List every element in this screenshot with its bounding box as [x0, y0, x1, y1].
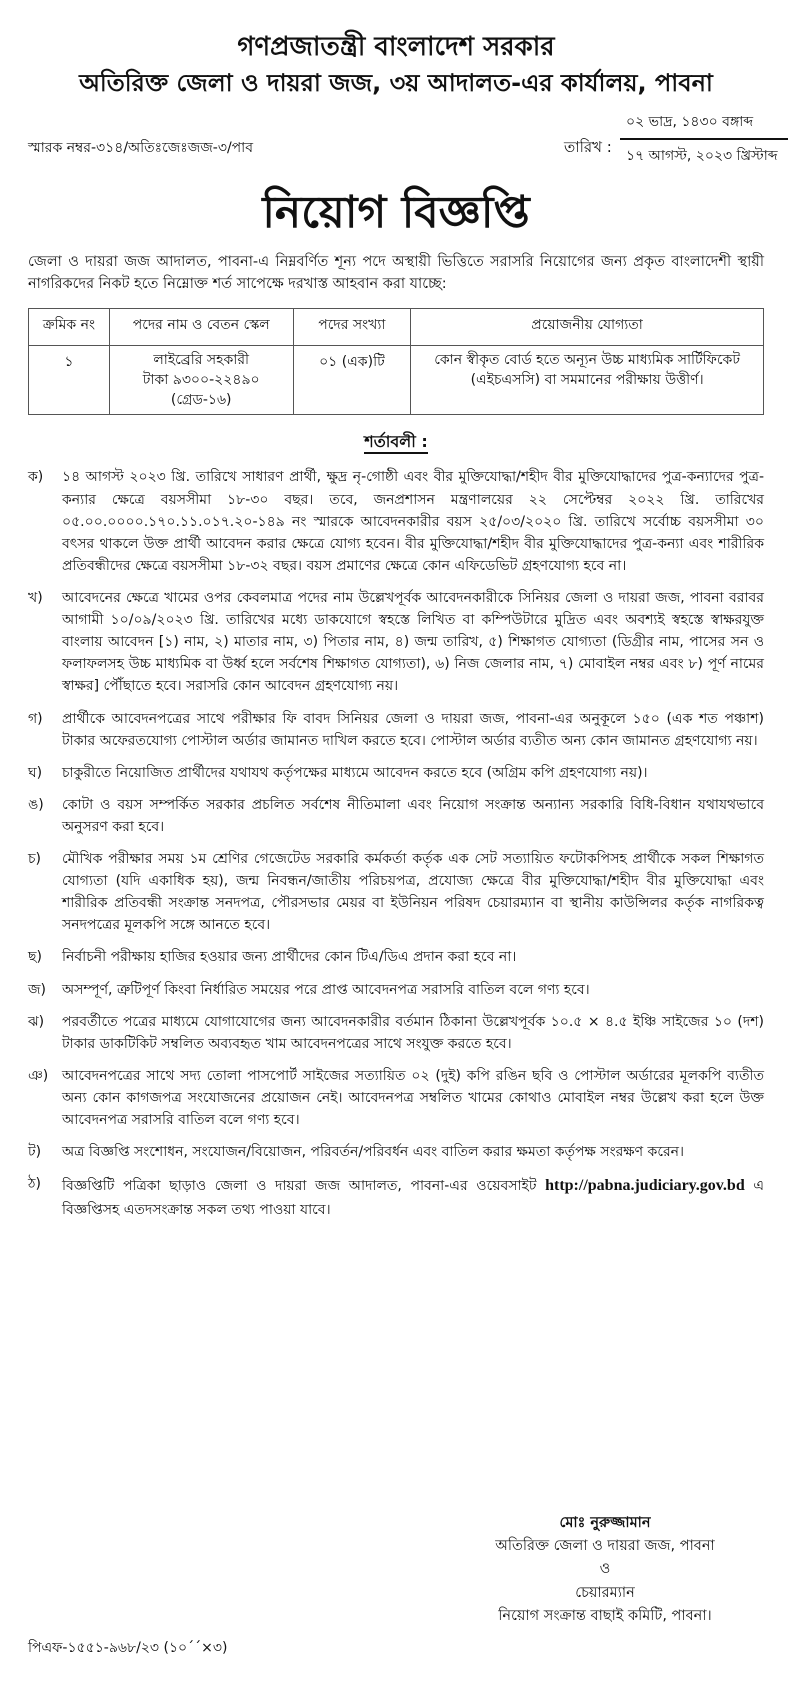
- term-label: ঘ): [28, 764, 43, 781]
- date-bangla: ০২ ভাদ্র, ১৪৩০ বঙ্গাব্দ: [620, 106, 788, 140]
- term-label: গ): [28, 710, 43, 727]
- term-text: চাকুরীতে নিয়োজিত প্রার্থীদের যথাযথ কর্তৃপক্ষের মাধ্যমে আবেদন করতে হবে (অগ্রিম কপি গ্রহণযোগ্য নয়)।: [62, 764, 648, 781]
- list-item: [28, 1141, 764, 1163]
- list-item: [28, 794, 764, 838]
- list-item: [28, 848, 764, 936]
- pay-scale: টাকা ৯৩০০-২২৪৯০: [142, 371, 260, 388]
- memo-number: স্মারক নম্বর-৩১৪/অতিঃজেঃজজ-৩/পাব: [28, 139, 254, 156]
- list-item: [28, 708, 764, 752]
- term-text-after-url: এ বিজ্ঞপ্তিসহ এতদসংক্রান্ত সকল তথ্য পাওয়া যাবে।: [62, 1178, 764, 1218]
- term-text: অসম্পূর্ণ, ত্রুটিপূর্ণ কিংবা নির্ধারিত সময়ের পরে প্রাপ্ত আবেদনপত্র সরাসরি বাতিল বলে গণ্য হবে।: [62, 981, 590, 998]
- terms-list: [28, 466, 764, 1220]
- signatory-name: মোঃ নুরুজ্জামান: [559, 1515, 651, 1531]
- signatory-committee: নিয়োগ সংক্রান্ত বাছাই কমিটি, পাবনা।: [498, 1607, 712, 1624]
- term-label: ঙ): [28, 796, 44, 813]
- term-text: ১৪ আগস্ট ২০২৩ খ্রি. তারিখে সাধারণ প্রার্থী, ক্ষুদ্র নৃ-গোষ্ঠী এবং বীর মুক্তিযোদ্ধা/শহীদ বীর মুক্তিযোদ্ধাদের পুত্র-কন্যাদের পুত্র-কন্যার ক্ষেত্রে বয়সসীমা ১৮-৩০ বছর। তবে, জনপ্রশাসন মন্ত্রণালয়ের ২২ সেপ্টেম্বর ২০২২ খ্রি. তারিখের ০৫.০০.০০০০.১৭০.১১.০১৭.২০-১৪৯ নং স্মারকে আবেদনকারীর বয়স ২৫/০৩/২০২০ খ্রি. তারিখে সর্বোচ্চ বয়সসীমা ৩০ বৎসর থাকলে উক্ত প্রার্থী আবেদন করার ক্ষেত্রে যোগ্য হবেন। বীর মুক্তিযোদ্ধা/শহীদ বীর মুক্তিযোদ্ধাদের পুত্র-কন্যা এবং শারীরিক প্রতিবন্ধীদের ক্ষেত্রে বয়সসীমা ১৮-৩২ বছর। বয়স প্রমাণের ক্ষেত্রে কোন এফিডেভিট গ্রহণযোগ্য হবে না।: [62, 469, 764, 574]
- term-text: আবেদনপত্রের সাথে সদ্য তোলা পাসপোর্ট সাইজের সত্যায়িত ০২ (দুই) কপি রঙিন ছবি ও পোস্টাল অর্ডারের মূলকপি ব্যতীত অন্য কোন কাগজপত্র সংযোজনের প্রয়োজন নেই। আবেদনপত্র সম্বলিত খামের কোথাও মোবাইল নম্বর উল্লেখ করা হলে উক্ত আবেদনপত্র সরাসরি বাতিল বলে গণ্য হবে।: [62, 1067, 764, 1129]
- cell-post-name: [109, 345, 293, 415]
- cell-qualification: কোন স্বীকৃত বোর্ড হতে অন্যূন উচ্চ মাধ্যমিক সার্টিফিকেট (এইচএসসি) বা সমমানের পরীক্ষায় উত্তীর্ণ।: [411, 345, 764, 415]
- term-text: পরবর্তীতে পত্রের মাধ্যমে যোগাযোগের জন্য আবেদনকারীর বর্তমান ঠিকানা উল্লেখপূর্বক ১০.৫ × ৪.৫ ইঞ্চি সাইজের ১০ (দশ) টাকার ডাকটিকিট সম্বলিত অব্যবহৃত খাম আবেদনপত্রের সাথে সংযুক্ত করতে হবে।: [62, 1013, 764, 1052]
- list-item: [28, 466, 764, 577]
- office-name: অতিরিক্ত জেলা ও দায়রা জজ, ৩য় আদালত-এর কার্যালয়, পাবনা: [79, 69, 713, 98]
- list-item: [28, 587, 764, 698]
- term-label: চ): [28, 851, 42, 868]
- memo-row: [28, 106, 778, 176]
- header-post-name: পদের নাম ও বেতন স্কেল: [109, 308, 293, 345]
- term-text: নির্বাচনী পরীক্ষায় হাজির হওয়ার জন্য প্রার্থীদের কোন টিএ/ডিএ প্রদান করা হবে না।: [62, 949, 517, 966]
- term-text: আবেদনের ক্ষেত্রে খামের ওপর কেবলমাত্র পদের নাম উল্লেখপূর্বক আবেদনকারীকে সিনিয়র জেলা ও দায়রা জজ, পাবনা বরাবর আগামী ১০/০৯/২০২৩ খ্রি. তারিখের মধ্যে ডাকযোগে স্বহস্তে লিখিত বা কম্পিউটারে মুদ্রিত এবং অবশ্যই স্বহস্তে স্বাক্ষরযুক্ত বাংলায় আবেদন [১) নাম, ২) মাতার নাম, ৩) পিতার নাম, ৪) জন্ম তারিখ, ৫) শিক্ষাগত যোগ্যতা (ডিগ্রীর নাম, পাসের সন ও ফলাফলসহ উচ্চ মাধ্যমিক বা উর্ধ্ব হলে সর্বশেষ শিক্ষাগত যোগ্যতা), ৬) নিজ জেলার নাম, ৭) মোবাইল নম্বর এবং ৮) পূর্ণ নামের স্বাক্ষর] পৌঁছাতে হবে। সরাসরি কোন আবেদন গ্রহণযোগ্য নয়।: [62, 589, 764, 695]
- terms-title-text: শর্তাবলী :: [364, 432, 428, 454]
- signature-block: [440, 1512, 770, 1628]
- list-item: [28, 762, 764, 784]
- grade: (গ্রেড-১৬): [170, 392, 232, 409]
- signatory-role: চেয়ারম্যান: [575, 1584, 635, 1601]
- term-label: ঝ): [28, 1013, 45, 1030]
- term-label: ট): [28, 1144, 42, 1161]
- header-post-count: পদের সংখ্যা: [293, 308, 411, 345]
- term-text: [62, 1173, 764, 1220]
- list-item: [28, 1011, 764, 1055]
- term-label: খ): [28, 589, 43, 606]
- header-qualification: প্রয়োজনীয় যোগ্যতা: [411, 308, 764, 345]
- footer-code: পিএফ-১৫৫১-৯৬৮/২৩ (১০´´×৩): [28, 1640, 228, 1656]
- signatory-designation: অতিরিক্ত জেলা ও দায়রা জজ, পাবনা: [495, 1538, 715, 1555]
- list-item: [28, 1173, 764, 1220]
- term-text-before-url: বিজ্ঞপ্তিটি পত্রিকা ছাড়াও জেলা ও দায়রা জজ আদালত, পাবনা-এর ওয়েবসাইট: [62, 1178, 537, 1195]
- government-name: গণপ্রজাতন্ত্রী বাংলাদেশ সরকার: [237, 32, 555, 62]
- post-table: [28, 308, 764, 416]
- list-item: [28, 979, 764, 1001]
- term-label: ঞ): [28, 1067, 49, 1084]
- term-text: কোটা ও বয়স সম্পর্কিত সরকার প্রচলিত সর্বশেষ নীতিমালা এবং নিয়োগ সংক্রান্ত অন্যান্য সরকারি বিধি-বিধান যথাযথভাবে অনুসরণ করা হবে।: [62, 796, 764, 835]
- table-row: [29, 345, 764, 415]
- terms-title: [28, 429, 764, 456]
- date-box: [620, 106, 788, 172]
- website-link[interactable]: http://pabna.judiciary.gov.bd: [545, 1177, 745, 1195]
- date-label: তারিখ :: [564, 137, 612, 156]
- term-label: ঠ): [28, 1176, 41, 1193]
- post-name: লাইব্রেরি সহকারী: [153, 351, 250, 368]
- signatory-conjunction: ও: [599, 1561, 611, 1578]
- table-header-row: [29, 308, 764, 345]
- intro-paragraph: জেলা ও দায়রা জজ আদালত, পাবনা-এ নিম্নবর্ণিত শূন্য পদে অস্থায়ী ভিত্তিতে সরাসরি নিয়োগের জন্য প্রকৃত বাংলাদেশী স্থায়ী নাগরিকদের নিকট হতে নিম্নোক্ত শর্ত সাপেক্ষে দরখাস্ত আহবান করা যাচ্ছে:: [28, 253, 764, 293]
- term-label: ছ): [28, 949, 42, 966]
- term-label: জ): [28, 981, 46, 998]
- date-english: ১৭ আগস্ট, ২০২৩ খ্রিস্টাব্দ: [626, 147, 778, 164]
- notice-page: [0, 32, 800, 1682]
- notice-title: নিয়োগ বিজ্ঞপ্তি: [262, 186, 530, 238]
- cell-post-count: ০১ (এক)টি: [293, 345, 411, 415]
- list-item: [28, 946, 764, 968]
- term-text: মৌখিক পরীক্ষার সময় ১ম শ্রেণির গেজেটেড সরকারি কর্মকর্তা কর্তৃক এক সেট সত্যায়িত ফটোকপিসহ প্রার্থীকে সকল শিক্ষাগত যোগ্যতা (যদি একাধিক হয়), জন্ম নিবন্ধন/জাতীয় পরিচয়পত্র, প্রযোজ্য ক্ষেত্রে বীর মুক্তিযোদ্ধা/শহীদ বীর মুক্তিযোদ্ধা এবং শারীরিক প্রতিবন্ধী সংক্রান্ত সনদপত্র, পৌরসভার মেয়র বা ইউনিয়ন পরিষদ চেয়ারম্যান বা স্থানীয় কাউন্সিলর কর্তৃক নাগরিকত্ব সনদপত্রের মূলকপি সঙ্গে আনতে হবে।: [62, 851, 764, 934]
- header-serial: ক্রমিক নং: [29, 308, 110, 345]
- cell-serial: ১: [29, 345, 110, 415]
- term-text: অত্র বিজ্ঞপ্তি সংশোধন, সংযোজন/বিয়োজন, পরিবর্তন/পরিবর্ধন এবং বাতিল করার ক্ষমতা কর্তৃপক্ষ সংরক্ষণ করেন।: [62, 1144, 685, 1161]
- term-text: প্রার্থীকে আবেদনপত্রের সাথে পরীক্ষার ফি বাবদ সিনিয়র জেলা ও দায়রা জজ, পাবনা-এর অনুকূলে ১৫০ (এক শত পঞ্চাশ) টাকার অফেরতযোগ্য পোস্টাল অর্ডার জামানত দাখিল করতে হবে। পোস্টাল অর্ডার ব্যতীত অন্য কোন জামানত গ্রহণযোগ্য নয়।: [62, 710, 764, 749]
- list-item: [28, 1065, 764, 1131]
- term-label: ক): [28, 469, 44, 486]
